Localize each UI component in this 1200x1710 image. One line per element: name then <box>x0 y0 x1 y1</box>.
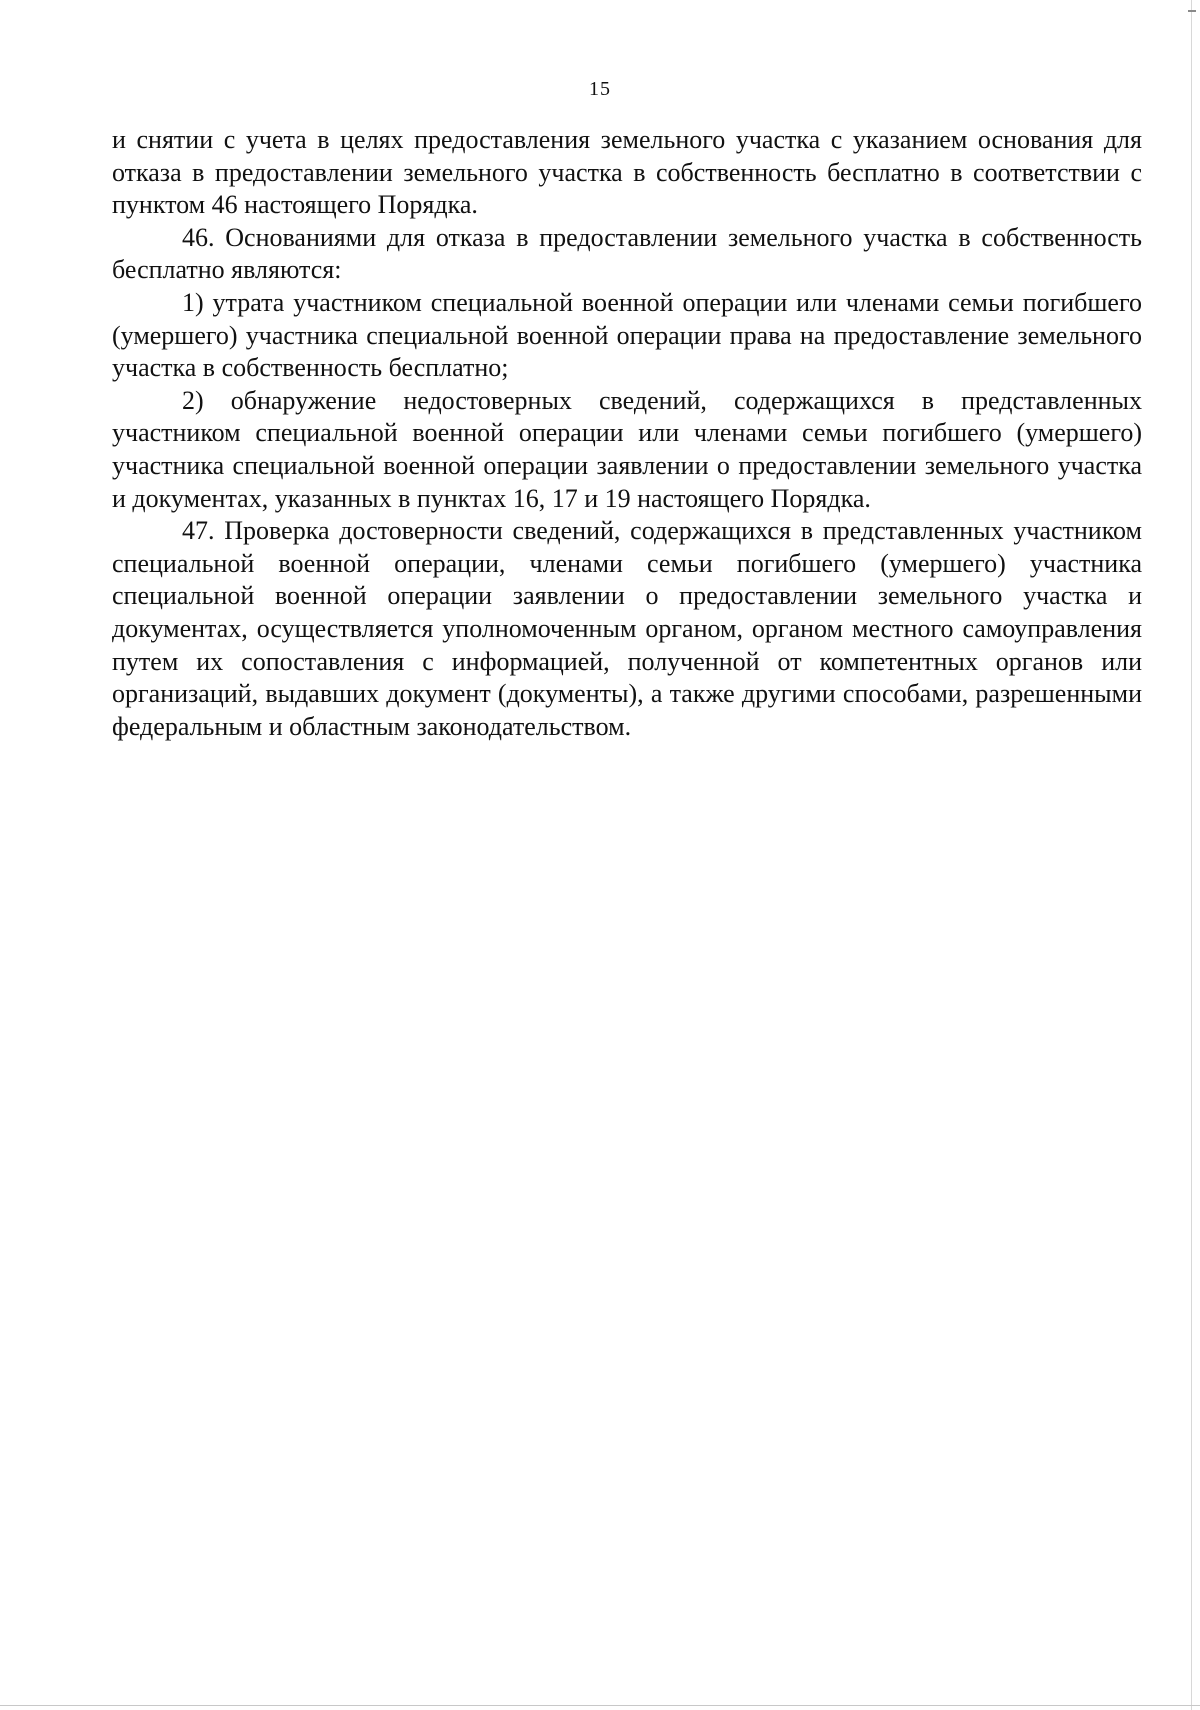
document-body <box>112 124 1142 743</box>
paragraph-46-item-2: 2) обнаружение недостоверных сведений, содержащихся в представленных участником специальной военной операции или членами семьи погибшего (умершего) участника специальной военной операции заявлении о предоставлении земельного участка и документах, указанных в пунктах 16, 17 и 19 настоящего Порядка. <box>112 385 1142 513</box>
scan-bottom-edge <box>0 1705 1200 1706</box>
scan-right-edge <box>1191 0 1192 1710</box>
paragraph-47: 47. Проверка достоверности сведений, содержащихся в представленных участником специальной военной операции, членами семьи погибшего (умершего) участника специальной военной операции заявлении о предоставлении земельного участка и документах, осуществляется уполномоченным органом, органом местного самоуправления путем их сопоставления с информацией, полученной от компетентных органов или организаций, выдавших документ (документы), а также другими способами, разрешенными федеральным и областным законодательством. <box>112 516 1142 741</box>
paragraph-continuation: и снятии с учета в целях предоставления земельного участка с указанием основания для отказа в предоставлении земельного участка в собственность бесплатно в соответствии с пунктом 46 настоящего Порядка. <box>112 125 1142 220</box>
paragraph-46: 46. Основаниями для отказа в предоставлении земельного участка в собственность бесплатно являются: <box>112 222 1142 285</box>
paragraph-46-item-1: 1) утрата участником специальной военной операции или членами семьи погибшего (умершего) участника специальной военной операции права на предоставление земельного участка в собственность бесплатно; <box>112 287 1142 383</box>
scan-corner-mark <box>1188 10 1196 12</box>
page-number: 15 <box>589 78 611 100</box>
